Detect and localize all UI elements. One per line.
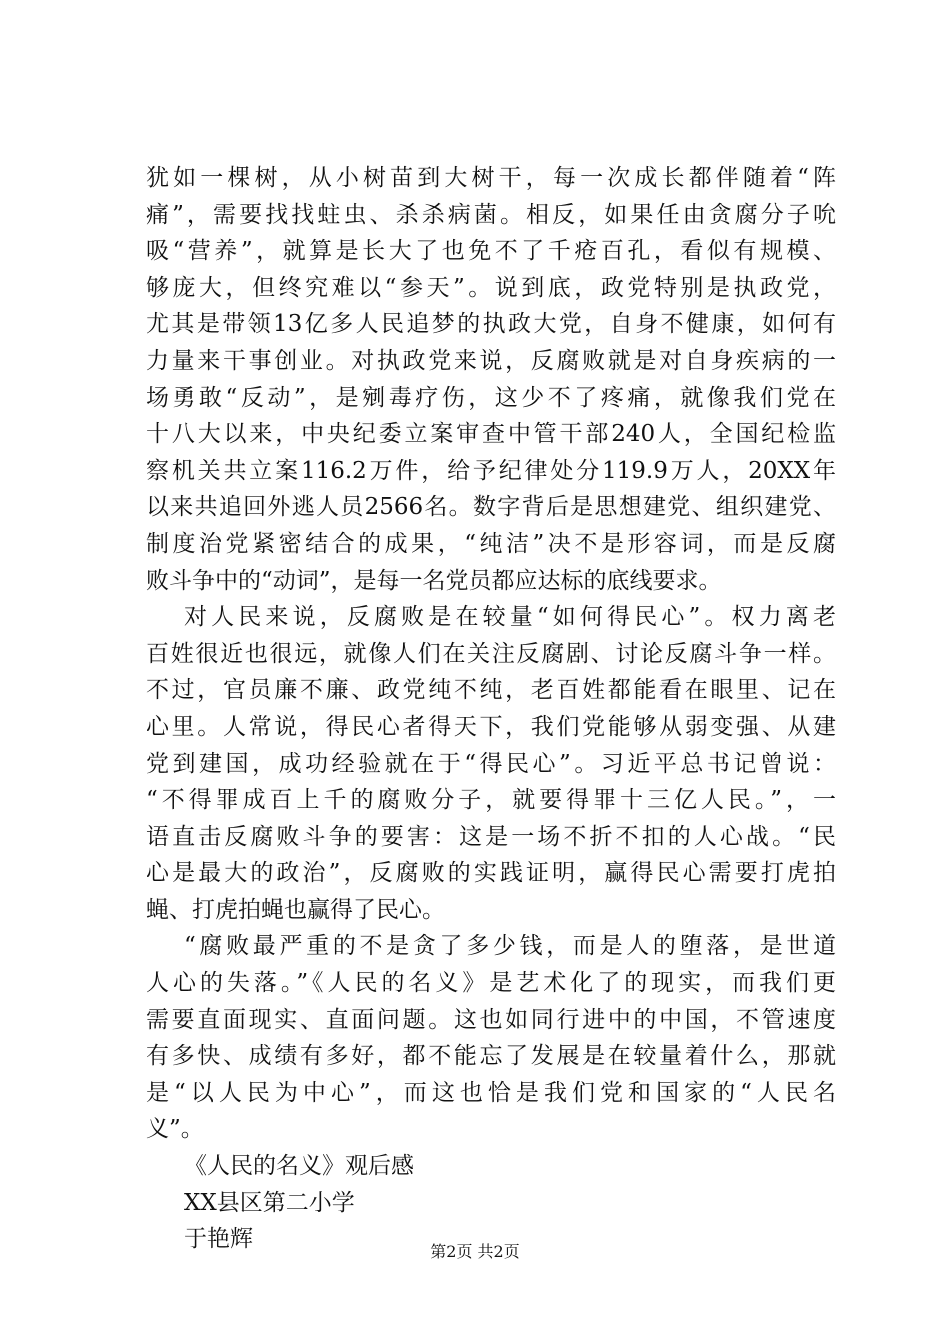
text-line: 痛”，需要找找蛀虫、杀杀病菌。相反，如果任由贪腐分子吮 — [146, 201, 836, 228]
text-line: 义”。 — [146, 1116, 204, 1143]
text-line: 有多快、成绩有多好，都不能忘了发展是在较量着什么，那就 — [146, 1043, 836, 1070]
text-line: 犹如一棵树，从小树苗到大树干，每一次成长都伴随着“阵 — [146, 165, 836, 191]
text-line: 蝇、打虎拍蝇也赢得了民心。 — [146, 896, 445, 923]
text-line: 百姓很近也很远，就像人们在关注反腐剧、讨论反腐斗争一样。 — [146, 640, 836, 667]
document-body — [146, 160, 836, 1258]
text-line: 败斗争中的“动词”，是每一名党员都应达标的底线要求。 — [146, 567, 722, 594]
text-line: 心是最大的政治”，反腐败的实践证明，赢得民心需要打虎拍 — [146, 860, 836, 887]
text-line: 是“以人民为中心”，而这也恰是我们党和国家的“人民名 — [146, 1079, 836, 1106]
text-line: 不过，官员廉不廉、政党纯不纯，老百姓都能看在眼里、记在 — [146, 677, 836, 704]
text-line: 吸“营养”，就算是长大了也免不了千疮百孔，看似有规模、 — [146, 238, 836, 265]
essay-title-line: 《人民的名义》观后感 — [184, 1153, 414, 1180]
school-name-line: XX县区第二小学 — [184, 1189, 355, 1216]
text-line: “不得罪成百上千的腐败分子，就要得罪十三亿人民。”，一 — [146, 787, 836, 814]
text-line: 语直击反腐败斗争的要害：这是一场不折不扣的人心战。“民 — [146, 823, 836, 850]
text-line: 察机关共立案116.2万件，给予纪律处分119.9万人，20XX年 — [146, 457, 836, 484]
text-line: 十八大以来，中央纪委立案审查中管干部240人，全国纪检监 — [146, 421, 836, 448]
text-line: 党到建国，成功经验就在于“得民心”。习近平总书记曾说： — [146, 750, 836, 777]
paragraph-first-line: “腐败最严重的不是贪了多少钱，而是人的堕落，是世道 — [184, 933, 836, 960]
text-line: 人心的失落。”《人民的名义》是艺术化了的现实，而我们更 — [146, 970, 836, 997]
text-line: 心里。人常说，得民心者得天下，我们党能够从弱变强、从建 — [146, 713, 836, 740]
text-line: 够庞大，但终究难以“参天”。说到底，政党特别是执政党， — [146, 274, 836, 301]
text-line: 需要直面现实、直面问题。这也如同行进中的中国，不管速度 — [146, 1006, 836, 1033]
page-number-footer: 第2页 共2页 — [430, 1242, 520, 1261]
text-line: 以来共追回外逃人员2566名。数字背后是思想建党、组织建党、 — [146, 494, 836, 521]
text-line: 场勇敢“反动”，是剜毒疗伤，这少不了疼痛，就像我们党在 — [146, 384, 836, 411]
text-line: 力量来干事创业。对执政党来说，反腐败就是对自身疾病的一 — [146, 347, 836, 374]
paragraph-first-line: 对人民来说，反腐败是在较量“如何得民心”。权力离老 — [184, 604, 836, 631]
author-name-line: 于艳辉 — [184, 1226, 253, 1253]
text-line: 制度治党紧密结合的成果，“纯洁”决不是形容词，而是反腐 — [146, 530, 836, 557]
text-line: 尤其是带领13亿多人民追梦的执政大党，自身不健康，如何有 — [146, 311, 836, 338]
